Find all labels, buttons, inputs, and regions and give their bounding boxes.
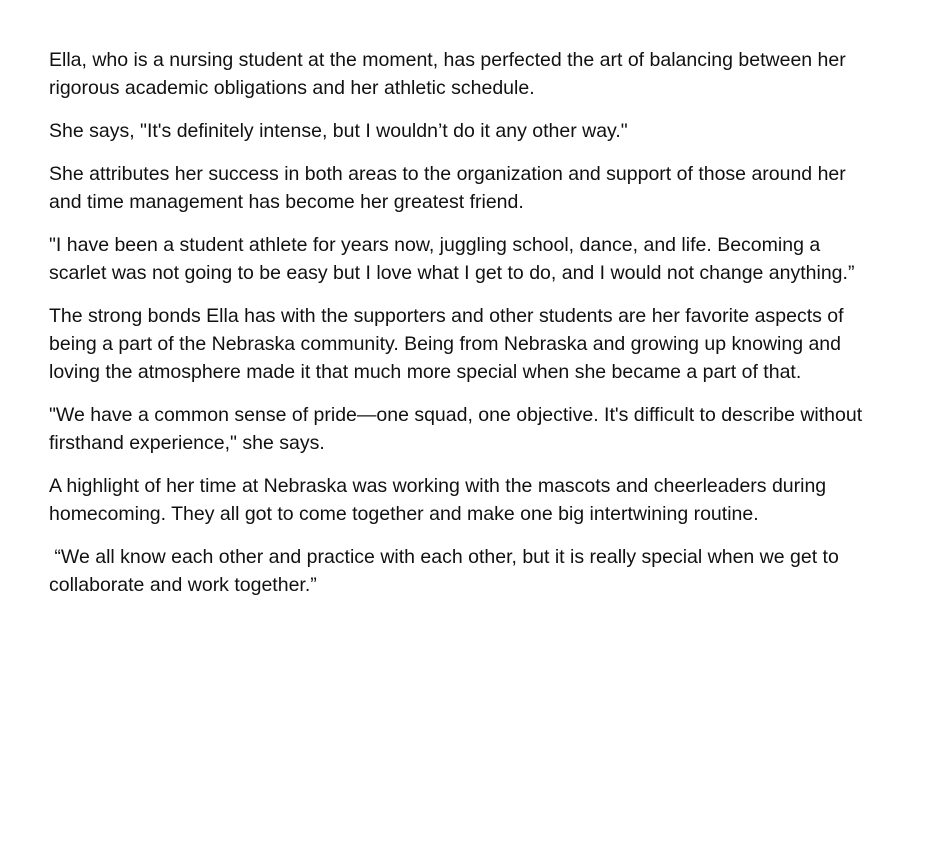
paragraph-quote-collaborate: “We all know each other and practice with each other, but it is really special when we get to collaborate and work together.”: [49, 546, 845, 596]
paragraph-success: She attributes her success in both areas to the organization and support of those around her and time management has become her greatest friend.: [49, 163, 852, 213]
paragraph-quote-pride: "We have a common sense of pride—one squad, one objective. It's difficult to describe without firsthand experience," she says.: [49, 404, 868, 454]
paragraph-quote-student-athlete: "I have been a student athlete for years now, juggling school, dance, and life. Becoming a scarlet was not going to be easy but I love what I get to do, and I would not change anything.”: [49, 234, 855, 284]
paragraph-quote-intense: She says, "It's definitely intense, but I wouldn’t do it any other way.": [49, 120, 628, 142]
article-body: [49, 46, 869, 614]
paragraph-community: The strong bonds Ella has with the supporters and other students are her favorite aspects of being a part of the Nebraska community. Being from Nebraska and growing up knowing and loving the atmosphere made it that much more special when she became a part of that.: [49, 305, 849, 383]
paragraph-highlight: A highlight of her time at Nebraska was working with the mascots and cheerleaders during homecoming. They all got to come together and make one big intertwining routine.: [49, 475, 832, 525]
paragraph-intro: Ella, who is a nursing student at the moment, has perfected the art of balancing between her rigorous academic obligations and her athletic schedule.: [49, 49, 852, 99]
